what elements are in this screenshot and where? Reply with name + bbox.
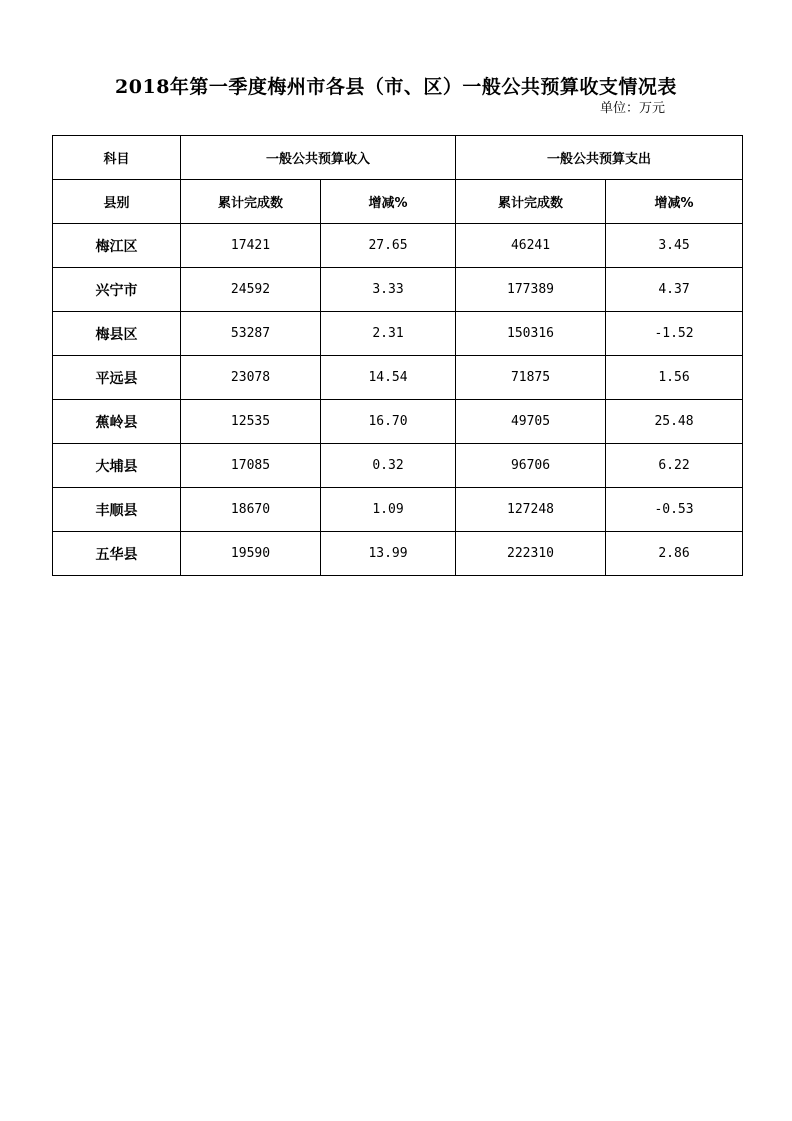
header-row-1: [53, 136, 743, 180]
cell-income-change: 14.54: [321, 356, 456, 400]
cell-income: 23078: [181, 356, 321, 400]
table-row: [53, 224, 743, 268]
table-row: [53, 400, 743, 444]
table-row: [53, 356, 743, 400]
cell-income-change: 2.31: [321, 312, 456, 356]
cell-expense-change: 6.22: [606, 444, 743, 488]
cell-expense: 46241: [456, 224, 606, 268]
header-subject: 科目: [53, 136, 181, 180]
cell-expense: 96706: [456, 444, 606, 488]
cell-county-name: 梅县区: [53, 312, 181, 356]
cell-expense-change: 2.86: [606, 532, 743, 576]
cell-county-name: 梅江区: [53, 224, 181, 268]
cell-expense-change: 4.37: [606, 268, 743, 312]
cell-income-change: 3.33: [321, 268, 456, 312]
page-title: 2018年第一季度梅州市各县（市、区）一般公共预算收支情况表: [115, 76, 677, 98]
cell-income: 18670: [181, 488, 321, 532]
header-change-income: 增减%: [321, 180, 456, 224]
header-row-2: [53, 180, 743, 224]
cell-income: 17085: [181, 444, 321, 488]
header-change-expense: 增减%: [606, 180, 743, 224]
cell-county-name: 平远县: [53, 356, 181, 400]
cell-income-change: 1.09: [321, 488, 456, 532]
cell-expense: 150316: [456, 312, 606, 356]
table-row: [53, 312, 743, 356]
cell-expense: 49705: [456, 400, 606, 444]
cell-expense-change: 1.56: [606, 356, 743, 400]
cell-expense: 222310: [456, 532, 606, 576]
table-row: [53, 532, 743, 576]
cell-county-name: 丰顺县: [53, 488, 181, 532]
cell-expense-change: -0.53: [606, 488, 743, 532]
cell-expense: 177389: [456, 268, 606, 312]
cell-income: 19590: [181, 532, 321, 576]
cell-income: 24592: [181, 268, 321, 312]
table-row: [53, 488, 743, 532]
cell-county-name: 蕉岭县: [53, 400, 181, 444]
cell-expense-change: 3.45: [606, 224, 743, 268]
cell-expense: 127248: [456, 488, 606, 532]
cell-income: 17421: [181, 224, 321, 268]
cell-county-name: 兴宁市: [53, 268, 181, 312]
header-expense-group: 一般公共预算支出: [456, 136, 743, 180]
cell-expense: 71875: [456, 356, 606, 400]
cell-income: 12535: [181, 400, 321, 444]
header-county: 县别: [53, 180, 181, 224]
cell-income: 53287: [181, 312, 321, 356]
table-body: [53, 224, 743, 576]
cell-income-change: 16.70: [321, 400, 456, 444]
unit-label: 单位：万元: [600, 101, 666, 116]
header-cumulative-expense: 累计完成数: [456, 180, 606, 224]
cell-income-change: 0.32: [321, 444, 456, 488]
header-cumulative-income: 累计完成数: [181, 180, 321, 224]
cell-income-change: 13.99: [321, 532, 456, 576]
header-income-group: 一般公共预算收入: [181, 136, 456, 180]
table-row: [53, 268, 743, 312]
cell-income-change: 27.65: [321, 224, 456, 268]
table-row: [53, 444, 743, 488]
cell-expense-change: 25.48: [606, 400, 743, 444]
budget-table: [52, 135, 743, 576]
cell-expense-change: -1.52: [606, 312, 743, 356]
cell-county-name: 五华县: [53, 532, 181, 576]
cell-county-name: 大埔县: [53, 444, 181, 488]
